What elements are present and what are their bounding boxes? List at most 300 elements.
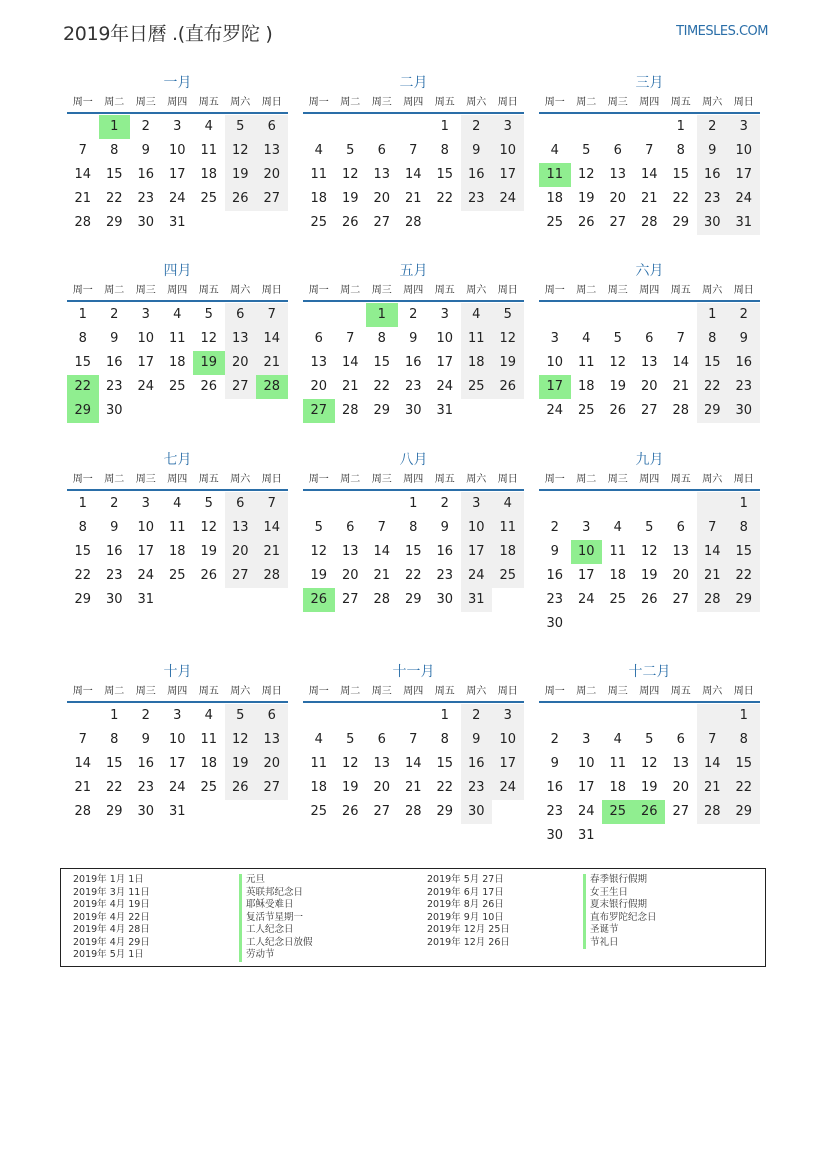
day-cell: 11 [310, 167, 328, 182]
day-cell: 24 [461, 564, 493, 588]
empty-day-cell [665, 704, 697, 728]
empty-day-cell [665, 612, 697, 636]
empty-day-cell [697, 704, 729, 728]
empty-day-cell [366, 115, 398, 139]
empty-day-cell [634, 492, 666, 516]
day-cell: 5 [225, 704, 257, 728]
day-cell: 1 [110, 708, 119, 723]
day-cell: 19 [225, 163, 257, 187]
day-cell: 20 [609, 191, 627, 206]
weekday-header [303, 94, 524, 112]
day-cell: 14 [74, 756, 92, 771]
day-cell: 8 [440, 732, 449, 747]
day-cell: 28 [404, 804, 422, 819]
day-cell: 8 [676, 143, 685, 158]
month-block [67, 260, 288, 423]
day-grid [539, 303, 760, 423]
day-cell: 29 [74, 592, 92, 607]
day-cell: 9 [141, 732, 150, 747]
weekday-label: 周五 [670, 474, 691, 485]
day-cell: 5 [645, 732, 654, 747]
header-rule [67, 300, 288, 302]
day-cell: 22 [728, 776, 760, 800]
day-cell: 17 [577, 780, 595, 795]
month-name: 五月 [399, 263, 428, 279]
day-cell: 9 [697, 139, 729, 163]
weekday-label: 周一 [544, 97, 565, 108]
day-cell: 27 [640, 403, 658, 418]
legend-right-dates [427, 874, 510, 949]
holiday-day-cell: 11 [539, 163, 571, 187]
day-cell: 15 [436, 756, 454, 771]
day-cell: 4 [204, 119, 213, 134]
empty-day-cell [130, 399, 162, 423]
day-grid [67, 303, 288, 423]
day-cell: 19 [640, 780, 658, 795]
month-name: 三月 [635, 75, 664, 91]
day-cell: 12 [200, 520, 218, 535]
day-cell: 16 [461, 163, 493, 187]
day-cell: 10 [728, 139, 760, 163]
day-grid [539, 115, 760, 235]
day-cell: 17 [577, 568, 595, 583]
empty-day-cell [335, 115, 367, 139]
weekday-label: 周日 [261, 474, 282, 485]
day-cell: 11 [577, 355, 595, 370]
day-cell: 5 [314, 520, 323, 535]
weekday-label: 周日 [733, 474, 754, 485]
day-cell: 21 [373, 568, 391, 583]
day-cell: 21 [672, 379, 690, 394]
day-grid [303, 704, 524, 824]
day-cell: 14 [373, 544, 391, 559]
weekday-label: 周二 [104, 97, 125, 108]
day-cell: 12 [577, 167, 595, 182]
day-cell: 26 [640, 592, 658, 607]
day-cell: 24 [168, 191, 186, 206]
day-cell: 8 [377, 331, 386, 346]
day-cell: 3 [582, 732, 591, 747]
weekday-header [539, 471, 760, 489]
day-cell: 31 [436, 403, 454, 418]
empty-day-cell [697, 612, 729, 636]
day-cell: 7 [676, 331, 685, 346]
month-name: 六月 [635, 263, 664, 279]
header-rule [539, 701, 760, 703]
legend-entry: 英联邦纪念日 [239, 887, 313, 900]
day-cell: 21 [404, 780, 422, 795]
weekday-label: 周四 [167, 97, 188, 108]
day-cell: 28 [672, 403, 690, 418]
header-rule [303, 300, 524, 302]
weekday-label: 周一 [544, 285, 565, 296]
legend-entry: 2019年 4月 19日 [73, 899, 150, 910]
weekday-header [539, 94, 760, 112]
day-cell: 22 [672, 191, 690, 206]
weekday-label: 周日 [497, 285, 518, 296]
header-rule [67, 112, 288, 114]
day-cell: 7 [645, 143, 654, 158]
weekday-label: 周四 [639, 686, 660, 697]
day-cell: 30 [105, 592, 123, 607]
month-block [67, 449, 288, 612]
empty-day-cell [492, 588, 524, 612]
month-name: 九月 [635, 452, 664, 468]
day-cell: 2 [550, 520, 559, 535]
weekday-label: 周三 [371, 97, 392, 108]
day-cell: 27 [609, 215, 627, 230]
day-cell: 20 [225, 540, 257, 564]
empty-day-cell [225, 211, 257, 235]
day-cell: 16 [728, 351, 760, 375]
weekday-label: 周二 [340, 686, 361, 697]
legend-entry: 复活节星期一 [239, 912, 313, 925]
weekday-label: 周四 [403, 686, 424, 697]
day-cell: 8 [78, 331, 87, 346]
weekday-label: 周五 [670, 686, 691, 697]
day-cell: 9 [550, 756, 559, 771]
day-cell: 19 [640, 568, 658, 583]
empty-day-cell [665, 492, 697, 516]
day-cell: 26 [341, 804, 359, 819]
empty-day-cell [366, 704, 398, 728]
day-cell: 27 [373, 215, 391, 230]
day-cell: 1 [676, 119, 685, 134]
day-cell: 23 [697, 187, 729, 211]
day-cell: 15 [728, 540, 760, 564]
legend-entry: 2019年 3月 11日 [73, 886, 150, 898]
weekday-label: 周五 [670, 97, 691, 108]
day-cell: 29 [728, 800, 760, 824]
empty-day-cell [602, 612, 634, 636]
day-cell: 20 [225, 351, 257, 375]
empty-day-cell [193, 211, 225, 235]
day-cell: 30 [697, 211, 729, 235]
day-cell: 8 [110, 732, 119, 747]
day-cell: 29 [105, 804, 123, 819]
weekday-label: 周一 [308, 285, 329, 296]
day-cell: 5 [204, 496, 213, 511]
month-block [303, 72, 524, 235]
weekday-label: 周六 [230, 686, 251, 697]
day-cell: 2 [461, 115, 493, 139]
day-cell: 23 [404, 379, 422, 394]
day-cell: 11 [310, 756, 328, 771]
day-cell: 20 [256, 163, 288, 187]
day-cell: 25 [492, 564, 524, 588]
legend-entry: 春季银行假期 [583, 874, 657, 887]
empty-day-cell [492, 211, 524, 235]
day-cell: 19 [225, 752, 257, 776]
day-cell: 13 [640, 355, 658, 370]
day-grid [539, 704, 760, 848]
weekday-label: 周六 [702, 474, 723, 485]
day-cell: 1 [409, 496, 418, 511]
day-cell: 3 [141, 307, 150, 322]
day-cell: 28 [640, 215, 658, 230]
day-cell: 15 [697, 351, 729, 375]
weekday-label: 周六 [466, 686, 487, 697]
header-rule [539, 300, 760, 302]
day-cell: 10 [168, 732, 186, 747]
day-cell: 3 [440, 307, 449, 322]
day-cell: 8 [78, 520, 87, 535]
empty-day-cell [602, 704, 634, 728]
weekday-label: 周六 [230, 97, 251, 108]
day-cell: 14 [672, 355, 690, 370]
day-cell: 5 [225, 115, 257, 139]
legend-right-names [583, 874, 657, 949]
month-block [303, 260, 524, 423]
day-cell: 8 [409, 520, 418, 535]
weekday-label: 周六 [702, 285, 723, 296]
holiday-day-cell: 27 [303, 399, 335, 423]
empty-day-cell [303, 115, 335, 139]
day-cell: 31 [728, 211, 760, 235]
day-cell: 10 [492, 139, 524, 163]
day-cell: 13 [225, 516, 257, 540]
day-cell: 25 [546, 215, 564, 230]
day-cell: 19 [609, 379, 627, 394]
day-cell: 14 [256, 327, 288, 351]
day-cell: 18 [492, 540, 524, 564]
day-cell: 6 [377, 732, 386, 747]
weekday-label: 周五 [434, 97, 455, 108]
day-cell: 31 [461, 588, 493, 612]
day-cell: 21 [74, 191, 92, 206]
day-cell: 15 [728, 752, 760, 776]
month-block [67, 72, 288, 235]
empty-day-cell [398, 704, 430, 728]
weekday-label: 周六 [466, 97, 487, 108]
day-cell: 20 [672, 568, 690, 583]
empty-day-cell [539, 492, 571, 516]
weekday-label: 周五 [198, 474, 219, 485]
day-cell: 26 [341, 215, 359, 230]
day-cell: 4 [173, 307, 182, 322]
weekday-label: 周日 [261, 686, 282, 697]
day-cell: 20 [256, 752, 288, 776]
day-cell: 18 [577, 379, 595, 394]
day-cell: 23 [137, 780, 155, 795]
day-cell: 15 [105, 167, 123, 182]
month-block [539, 260, 760, 423]
day-cell: 26 [225, 187, 257, 211]
day-cell: 12 [640, 756, 658, 771]
legend-entry: 直布罗陀纪念日 [583, 912, 657, 925]
weekday-label: 周一 [308, 474, 329, 485]
day-cell: 7 [377, 520, 386, 535]
day-cell: 23 [137, 191, 155, 206]
empty-day-cell [193, 800, 225, 824]
day-cell: 4 [582, 331, 591, 346]
day-cell: 3 [492, 704, 524, 728]
day-cell: 4 [314, 143, 323, 158]
day-grid [539, 492, 760, 636]
day-cell: 30 [728, 399, 760, 423]
weekday-label: 周三 [135, 285, 156, 296]
month-block [539, 72, 760, 235]
weekday-label: 周二 [104, 686, 125, 697]
day-cell: 13 [256, 728, 288, 752]
day-cell: 6 [256, 115, 288, 139]
day-cell: 13 [373, 167, 391, 182]
legend-entry: 耶稣受难日 [239, 899, 313, 912]
month-block [539, 449, 760, 636]
day-cell: 24 [168, 780, 186, 795]
legend-entry: 2019年 1月 1日 [73, 874, 144, 885]
header-rule [303, 112, 524, 114]
weekday-label: 周二 [340, 285, 361, 296]
empty-day-cell [256, 800, 288, 824]
legend-entry: 节礼日 [583, 937, 657, 950]
day-cell: 16 [105, 544, 123, 559]
day-cell: 9 [550, 544, 559, 559]
day-cell: 7 [346, 331, 355, 346]
header-rule [67, 701, 288, 703]
day-cell: 26 [492, 375, 524, 399]
weekday-label: 周三 [371, 285, 392, 296]
day-cell: 27 [256, 776, 288, 800]
day-cell: 24 [546, 403, 564, 418]
legend-entry: 2019年 6月 17日 [427, 886, 504, 898]
day-cell: 20 [341, 568, 359, 583]
empty-day-cell [303, 704, 335, 728]
legend-entry: 工人纪念日放假 [239, 937, 313, 950]
empty-day-cell [256, 588, 288, 612]
empty-day-cell [303, 492, 335, 516]
day-cell: 25 [609, 592, 627, 607]
day-cell: 23 [461, 776, 493, 800]
weekday-label: 周日 [733, 97, 754, 108]
day-cell: 27 [225, 564, 257, 588]
day-cell: 30 [461, 800, 493, 824]
day-cell: 2 [409, 307, 418, 322]
day-cell: 17 [168, 756, 186, 771]
weekday-label: 周一 [72, 474, 93, 485]
day-cell: 17 [168, 167, 186, 182]
day-cell: 21 [697, 564, 729, 588]
holiday-day-cell: 26 [634, 800, 666, 824]
day-cell: 14 [74, 167, 92, 182]
weekday-label: 周一 [308, 97, 329, 108]
header-rule [539, 489, 760, 491]
weekday-header [67, 282, 288, 300]
day-cell: 3 [173, 708, 182, 723]
weekday-header [303, 471, 524, 489]
weekday-label: 周六 [230, 285, 251, 296]
day-cell: 29 [105, 215, 123, 230]
day-cell: 31 [168, 215, 186, 230]
day-cell: 1 [440, 119, 449, 134]
legend-entry: 元旦 [239, 874, 313, 887]
day-cell: 14 [697, 752, 729, 776]
day-cell: 6 [676, 520, 685, 535]
weekday-label: 周二 [576, 474, 597, 485]
day-cell: 22 [697, 375, 729, 399]
legend-entry: 2019年 4月 28日 [73, 924, 150, 935]
day-cell: 6 [613, 143, 622, 158]
day-cell: 13 [373, 756, 391, 771]
day-cell: 28 [74, 215, 92, 230]
day-cell: 11 [168, 520, 186, 535]
day-cell: 1 [728, 492, 760, 516]
day-cell: 16 [137, 756, 155, 771]
day-cell: 29 [373, 403, 391, 418]
day-cell: 20 [373, 191, 391, 206]
empty-day-cell [162, 399, 194, 423]
weekday-label: 周六 [702, 97, 723, 108]
empty-day-cell [571, 115, 603, 139]
header-rule [303, 701, 524, 703]
weekday-label: 周一 [72, 686, 93, 697]
empty-day-cell [67, 704, 99, 728]
weekday-label: 周日 [497, 97, 518, 108]
weekday-label: 周日 [733, 686, 754, 697]
empty-day-cell [492, 800, 524, 824]
empty-day-cell [571, 704, 603, 728]
day-cell: 21 [697, 776, 729, 800]
month-name: 十一月 [392, 664, 435, 680]
month-block [303, 449, 524, 612]
day-cell: 2 [697, 115, 729, 139]
day-cell: 29 [697, 399, 729, 423]
empty-day-cell [539, 115, 571, 139]
day-grid [303, 115, 524, 235]
day-cell: 12 [640, 544, 658, 559]
day-cell: 23 [461, 187, 493, 211]
empty-day-cell [634, 704, 666, 728]
day-cell: 11 [200, 732, 218, 747]
holiday-day-cell: 10 [571, 540, 603, 564]
weekday-label: 周五 [670, 285, 691, 296]
day-cell: 11 [492, 516, 524, 540]
weekday-label: 周四 [167, 285, 188, 296]
empty-day-cell [225, 800, 257, 824]
empty-day-cell [571, 303, 603, 327]
day-cell: 11 [168, 331, 186, 346]
day-cell: 5 [613, 331, 622, 346]
weekday-label: 周二 [576, 686, 597, 697]
weekday-label: 周日 [497, 474, 518, 485]
day-cell: 31 [137, 592, 155, 607]
weekday-label: 周四 [639, 97, 660, 108]
day-cell: 27 [373, 804, 391, 819]
day-cell: 5 [492, 303, 524, 327]
day-cell: 6 [676, 732, 685, 747]
brand-link[interactable]: TIMESLES.COM [676, 24, 768, 39]
empty-day-cell [162, 588, 194, 612]
day-cell: 10 [577, 756, 595, 771]
day-cell: 1 [728, 704, 760, 728]
day-cell: 21 [640, 191, 658, 206]
month-name: 一月 [163, 75, 192, 91]
day-cell: 2 [728, 303, 760, 327]
empty-day-cell [728, 824, 760, 848]
day-cell: 25 [577, 403, 595, 418]
day-cell: 14 [697, 540, 729, 564]
weekday-label: 周二 [340, 97, 361, 108]
legend-entry: 2019年 12月 25日 [427, 924, 510, 935]
day-cell: 15 [105, 756, 123, 771]
day-cell: 16 [404, 355, 422, 370]
day-cell: 5 [346, 143, 355, 158]
legend-entry: 2019年 8月 26日 [427, 899, 504, 910]
day-cell: 3 [728, 115, 760, 139]
empty-day-cell [634, 303, 666, 327]
weekday-label: 周六 [466, 474, 487, 485]
day-cell: 13 [310, 355, 328, 370]
